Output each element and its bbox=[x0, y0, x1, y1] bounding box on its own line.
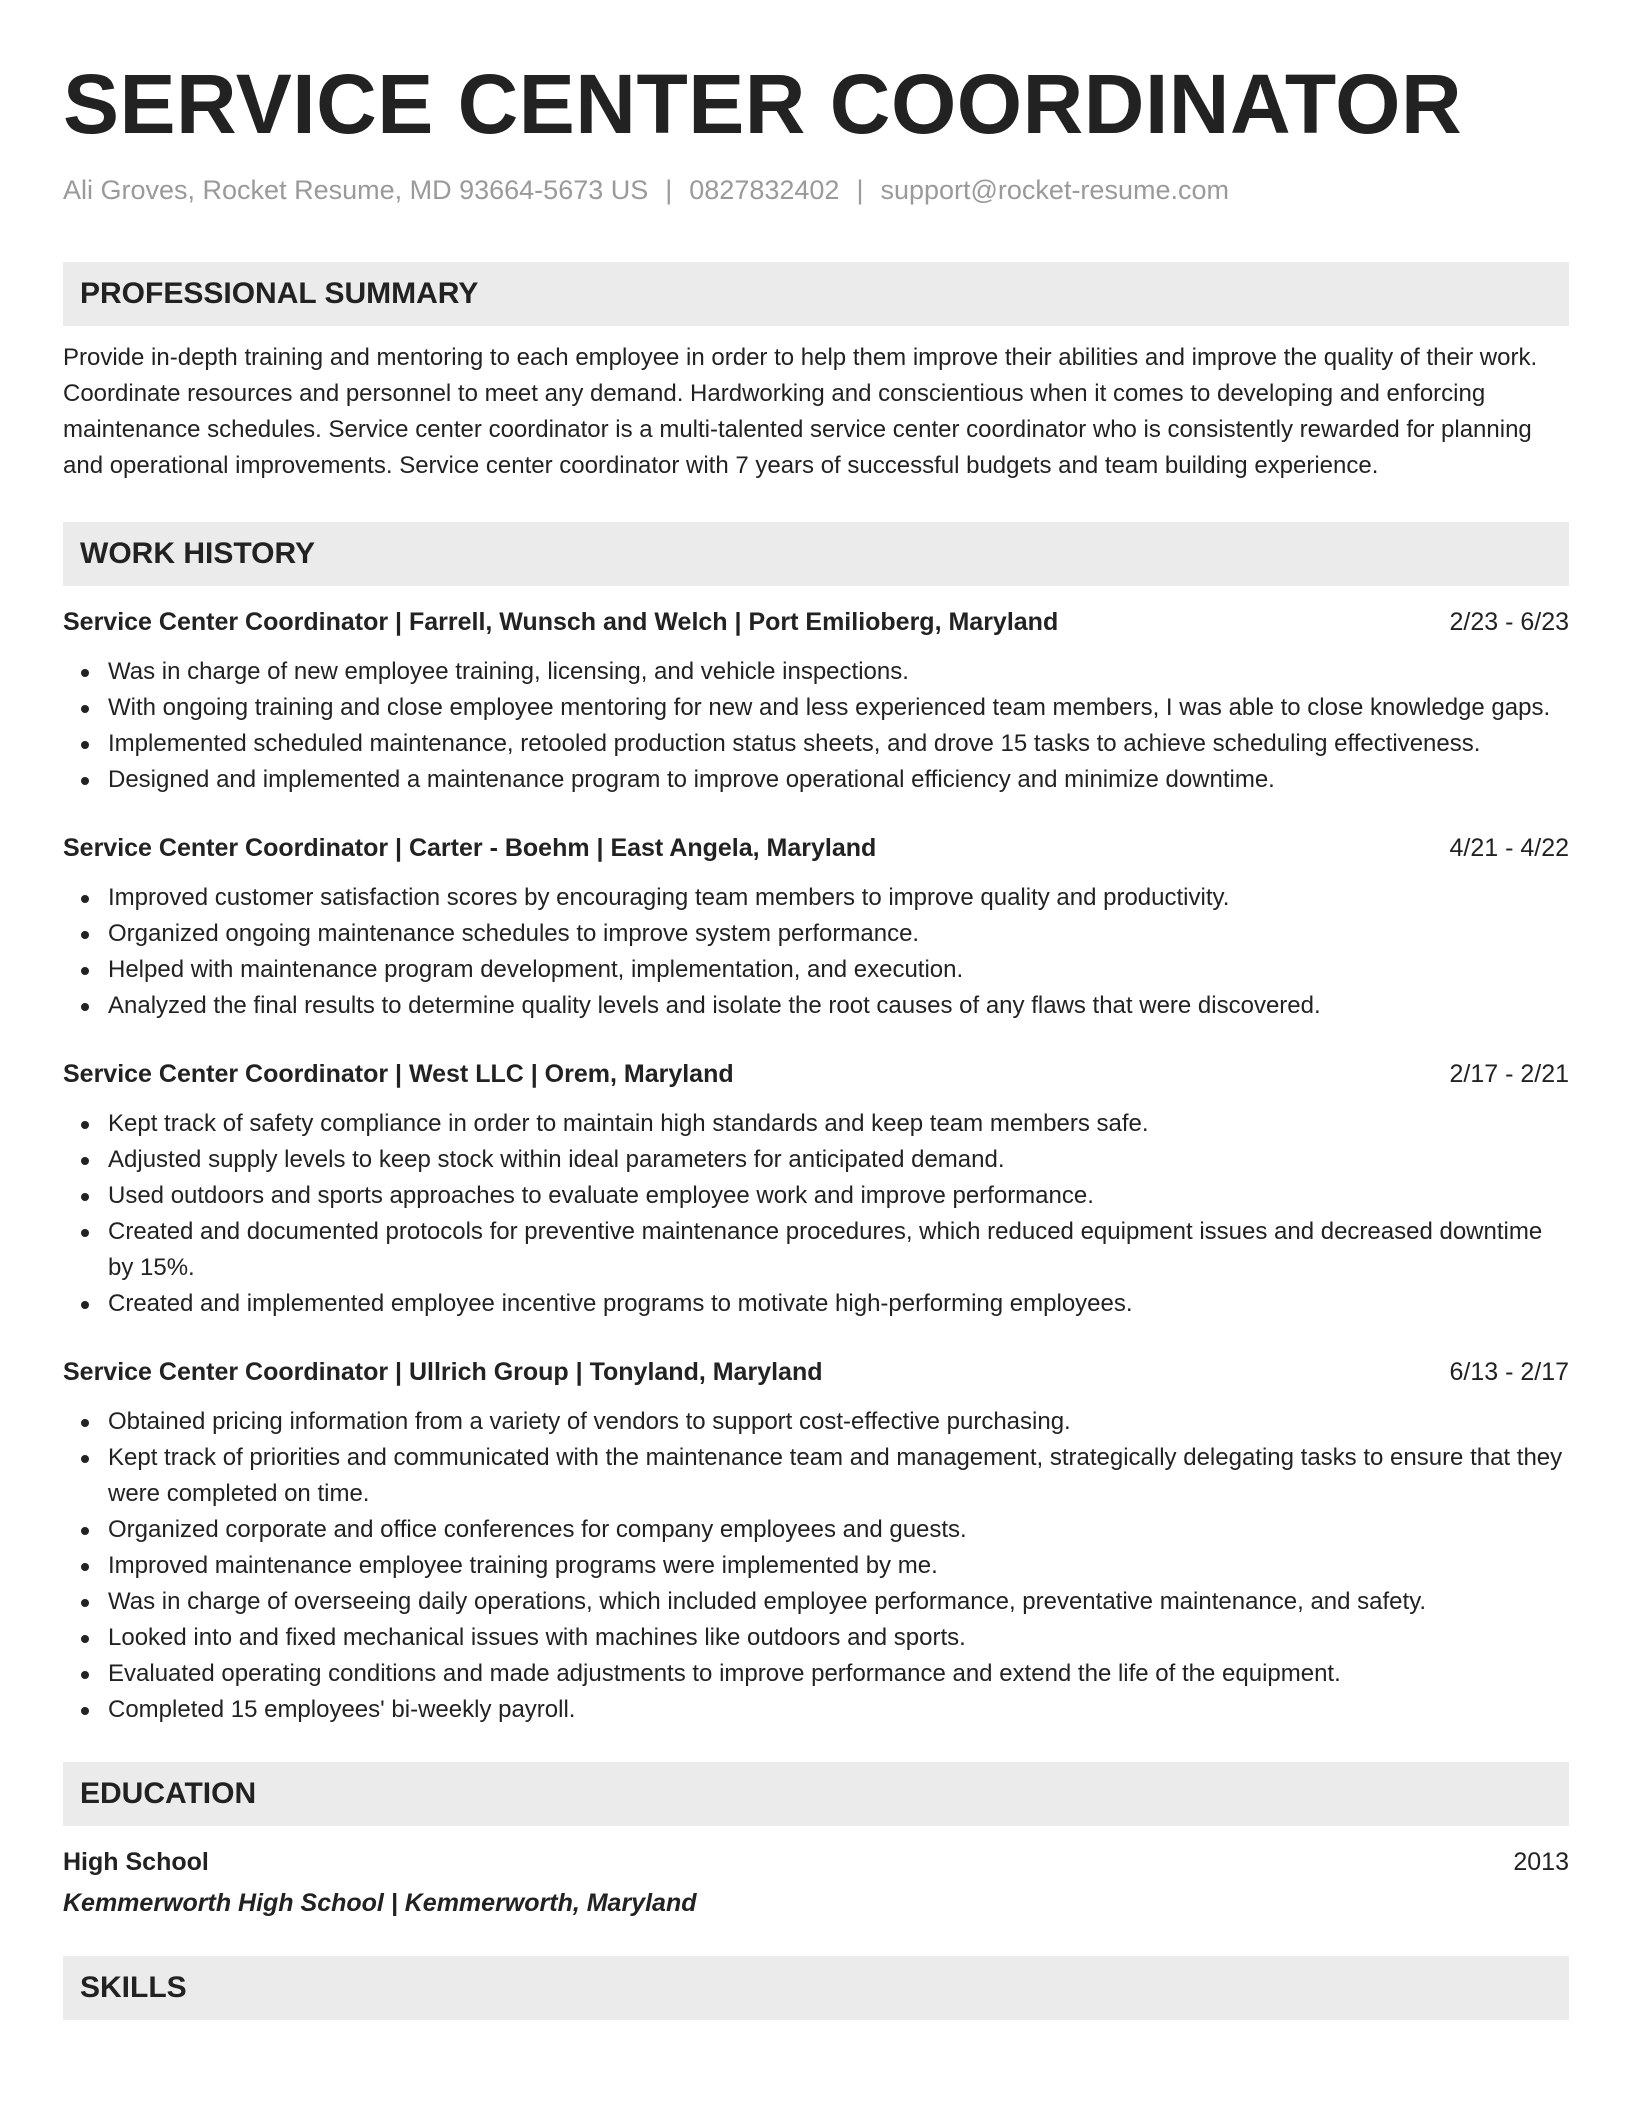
job-bullet: Helped with maintenance program development, implementation, and execution. bbox=[108, 952, 1569, 988]
job-bullet: Created and documented protocols for preventive maintenance procedures, which reduced equipment issues and decreased downtime by 15%. bbox=[108, 1214, 1569, 1286]
section-header-skills: SKILLS bbox=[63, 1956, 1569, 2020]
job-entry bbox=[63, 604, 1569, 798]
job-bullet: Used outdoors and sports approaches to evaluate employee work and improve performance. bbox=[108, 1178, 1569, 1214]
job-bullet: Was in charge of overseeing daily operations, which included employee performance, preventative maintenance, and safety. bbox=[108, 1584, 1569, 1620]
job-heading bbox=[63, 1056, 1569, 1092]
job-bullet: Adjusted supply levels to keep stock within ideal parameters for anticipated demand. bbox=[108, 1142, 1569, 1178]
contact-phone: 0827832402 bbox=[689, 175, 840, 205]
job-bullet-list bbox=[63, 1106, 1569, 1322]
job-bullet: Organized ongoing maintenance schedules to improve system performance. bbox=[108, 916, 1569, 952]
job-title: Service Center Coordinator | Farrell, Wunsch and Welch | Port Emilioberg, Maryland bbox=[63, 608, 1059, 636]
contact-email: support@rocket-resume.com bbox=[880, 175, 1229, 205]
resume-name-title: SERVICE CENTER COORDINATOR bbox=[63, 57, 1463, 151]
job-bullet: Designed and implemented a maintenance program to improve operational efficiency and minimize downtime. bbox=[108, 762, 1569, 798]
job-bullet: Kept track of safety compliance in order to maintain high standards and keep team members safe. bbox=[108, 1106, 1569, 1142]
job-bullet-list bbox=[63, 1404, 1569, 1728]
job-bullet: Organized corporate and office conferences for company employees and guests. bbox=[108, 1512, 1569, 1548]
job-bullet: Completed 15 employees' bi-weekly payroll. bbox=[108, 1692, 1569, 1728]
job-bullet: Improved maintenance employee training programs were implemented by me. bbox=[108, 1548, 1569, 1584]
education-entry bbox=[63, 1844, 1569, 1880]
job-heading bbox=[63, 1354, 1569, 1390]
contact-separator: | bbox=[856, 175, 864, 205]
job-dates: 2/23 - 6/23 bbox=[1449, 608, 1569, 636]
job-dates: 6/13 - 2/17 bbox=[1449, 1358, 1569, 1386]
job-title: Service Center Coordinator | Carter - Boehm | East Angela, Maryland bbox=[63, 834, 877, 862]
job-bullet: Evaluated operating conditions and made adjustments to improve performance and extend the life of the equipment. bbox=[108, 1656, 1569, 1692]
job-title: Service Center Coordinator | Ullrich Group | Tonyland, Maryland bbox=[63, 1358, 823, 1386]
section-header-work-history: WORK HISTORY bbox=[63, 522, 1569, 586]
job-bullet: Looked into and fixed mechanical issues with machines like outdoors and sports. bbox=[108, 1620, 1569, 1656]
contact-line bbox=[63, 174, 1569, 206]
job-bullet: Was in charge of new employee training, licensing, and vehicle inspections. bbox=[108, 654, 1569, 690]
job-bullet: Created and implemented employee incentive programs to motivate high-performing employees. bbox=[108, 1286, 1569, 1322]
job-entry bbox=[63, 1056, 1569, 1322]
work-history-list bbox=[63, 604, 1569, 1728]
job-bullet: Obtained pricing information from a variety of vendors to support cost-effective purchasing. bbox=[108, 1404, 1569, 1440]
job-entry bbox=[63, 1354, 1569, 1728]
education-school: Kemmerworth High School | Kemmerworth, Maryland bbox=[63, 1889, 697, 1917]
job-bullet-list bbox=[63, 880, 1569, 1024]
job-title: Service Center Coordinator | West LLC | Orem, Maryland bbox=[63, 1060, 734, 1088]
job-entry bbox=[63, 830, 1569, 1024]
job-heading bbox=[63, 830, 1569, 866]
section-header-education: EDUCATION bbox=[63, 1762, 1569, 1826]
job-dates: 4/21 - 4/22 bbox=[1449, 834, 1569, 862]
education-year: 2013 bbox=[1513, 1848, 1569, 1876]
summary-text: Provide in-depth training and mentoring to each employee in order to help them improve their abilities and improve the quality of their work. Coordinate resources and personnel to meet any demand. Hardworking and conscientious when it comes to developing and enforcing maintenance schedules. Service center coordinator is a multi-talented service center coordinator who is consistently rewarded for planning and operational improvements. Service center coordinator with 7 years of successful budgets and team building experience. bbox=[63, 344, 1538, 479]
job-bullet: With ongoing training and close employee mentoring for new and less experienced team members, I was able to close knowledge gaps. bbox=[108, 690, 1569, 726]
contact-address: Ali Groves, Rocket Resume, MD 93664-5673 US bbox=[63, 175, 649, 205]
job-bullet: Improved customer satisfaction scores by encouraging team members to improve quality and productivity. bbox=[108, 880, 1569, 916]
job-bullet: Kept track of priorities and communicated with the maintenance team and management, strategically delegating tasks to ensure that they were completed on time. bbox=[108, 1440, 1569, 1512]
job-bullet: Implemented scheduled maintenance, retooled production status sheets, and drove 15 tasks to achieve scheduling effectiveness. bbox=[108, 726, 1569, 762]
section-header-summary: PROFESSIONAL SUMMARY bbox=[63, 262, 1569, 326]
education-degree: High School bbox=[63, 1848, 209, 1876]
contact-separator: | bbox=[665, 175, 673, 205]
job-dates: 2/17 - 2/21 bbox=[1449, 1060, 1569, 1088]
job-bullet-list bbox=[63, 654, 1569, 798]
job-bullet: Analyzed the final results to determine quality levels and isolate the root causes of any flaws that were discovered. bbox=[108, 988, 1569, 1024]
job-heading bbox=[63, 604, 1569, 640]
